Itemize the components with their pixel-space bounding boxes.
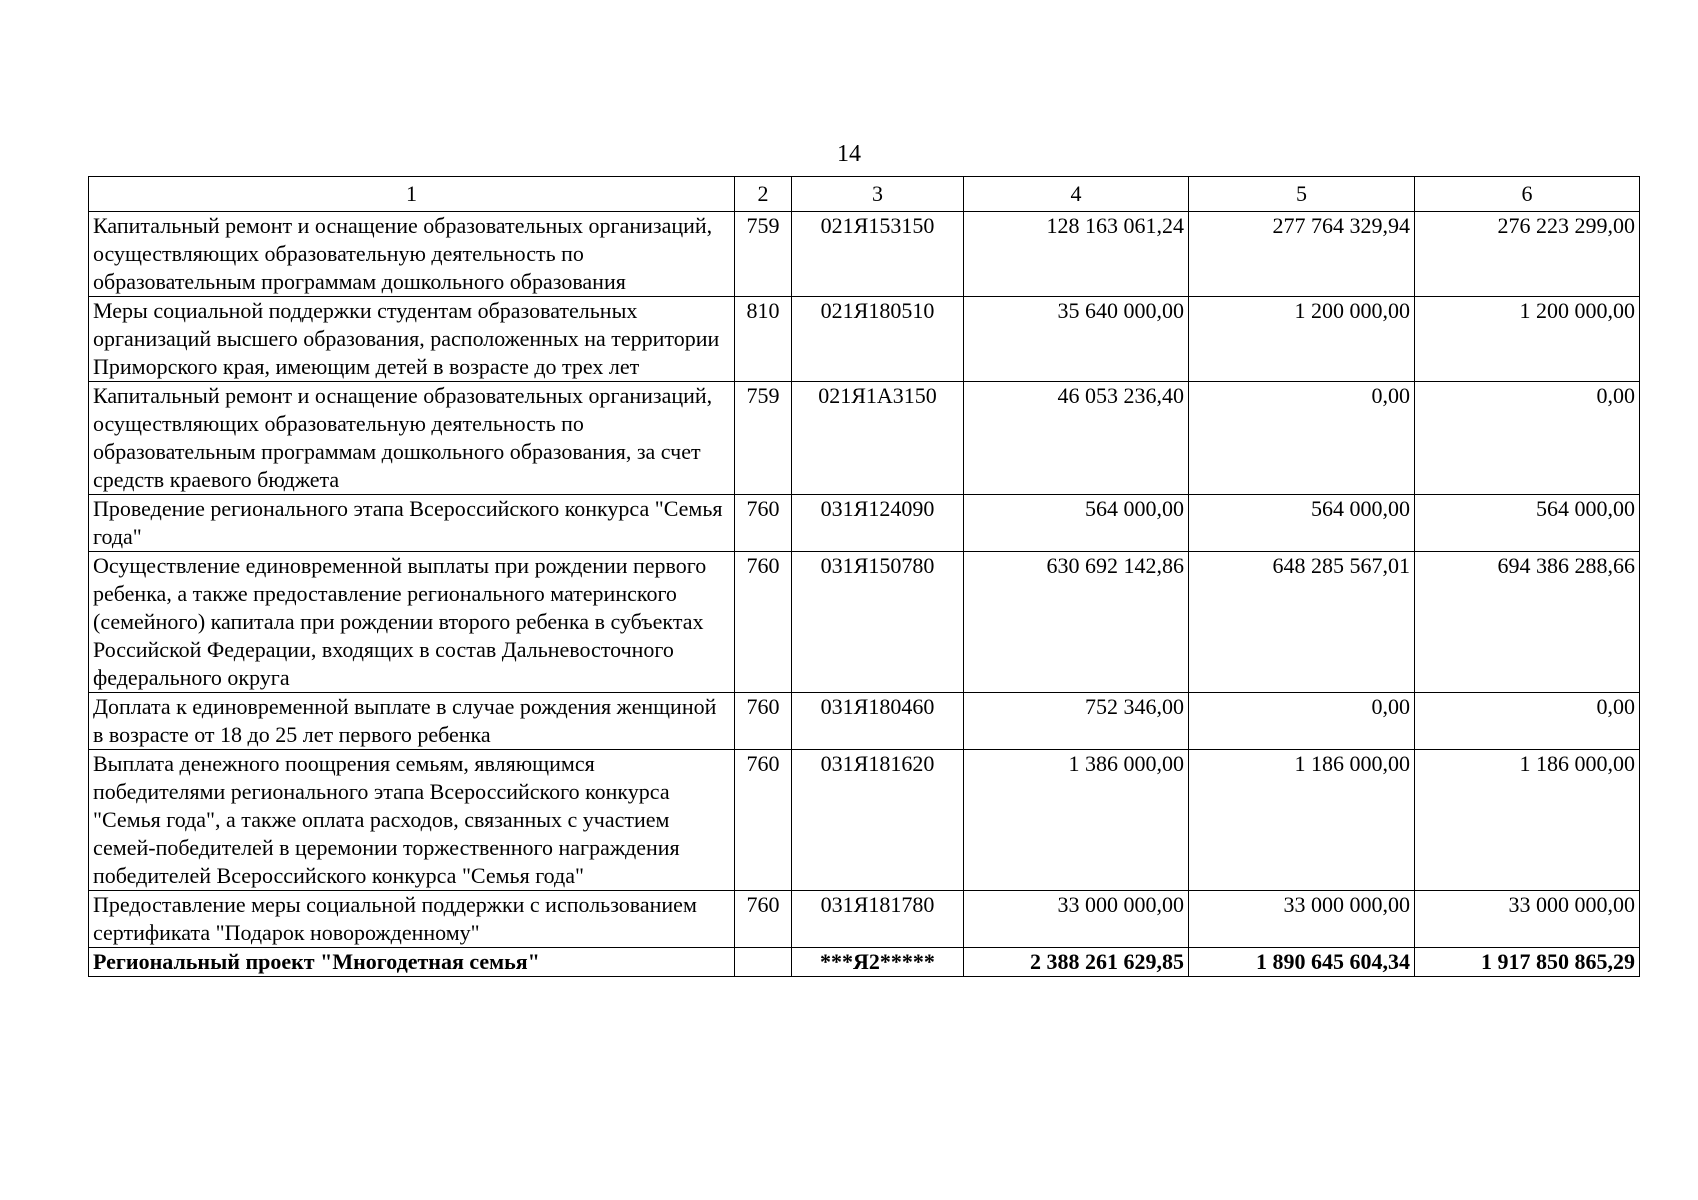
row-code: 810: [735, 297, 792, 382]
row-code: 760: [735, 495, 792, 552]
row-description: Меры социальной поддержки студентам образовательных организаций высшего образования, расположенных на территории Приморского края, имеющим детей в возрасте до трех лет: [89, 297, 735, 382]
row-value-col6: 564 000,00: [1415, 495, 1640, 552]
row-value-col4: 128 163 061,24: [964, 212, 1189, 297]
page-number: 14: [837, 141, 861, 167]
table-row: [89, 552, 1640, 693]
table-row: [89, 297, 1640, 382]
table-row: [89, 495, 1640, 552]
row-value-col6: 1 917 850 865,29: [1415, 948, 1640, 977]
header-cell: 2: [735, 177, 792, 212]
row-description: Осуществление единовременной выплаты при рождении первого ребенка, а также предоставление регионального материнского (семейного) капитала при рождении второго ребенка в субъектах Российской Федерации, входящих в состав Дальневосточного федерального округа: [89, 552, 735, 693]
row-description: Капитальный ремонт и оснащение образовательных организаций, осуществляющих образовательную деятельность по образовательным программам дошкольного образования: [89, 212, 735, 297]
row-target-code: 031Я181780: [792, 891, 964, 948]
row-value-col6: 1 200 000,00: [1415, 297, 1640, 382]
row-code: 759: [735, 382, 792, 495]
row-value-col6: 694 386 288,66: [1415, 552, 1640, 693]
budget-table: [88, 176, 1640, 977]
header-cell: 3: [792, 177, 964, 212]
row-code: 759: [735, 212, 792, 297]
row-value-col4: 564 000,00: [964, 495, 1189, 552]
row-target-code: 031Я180460: [792, 693, 964, 750]
table-body: [89, 177, 1640, 977]
row-target-code: 021Я1А3150: [792, 382, 964, 495]
table-row: [89, 212, 1640, 297]
row-value-col6: 0,00: [1415, 382, 1640, 495]
row-value-col5: 33 000 000,00: [1189, 891, 1415, 948]
table-row: [89, 750, 1640, 891]
table-total-row: [89, 948, 1640, 977]
row-value-col5: 1 200 000,00: [1189, 297, 1415, 382]
header-cell: 1: [89, 177, 735, 212]
row-target-code: 031Я124090: [792, 495, 964, 552]
row-target-code: ***Я2*****: [792, 948, 964, 977]
row-description: Выплата денежного поощрения семьям, являющимся победителями регионального этапа Всероссийского конкурса "Семья года", а также оплата расходов, связанных с участием семей-победителей в церемонии торжественного награждения победителей Всероссийского конкурса "Семья года": [89, 750, 735, 891]
header-cell: 5: [1189, 177, 1415, 212]
row-value-col5: 277 764 329,94: [1189, 212, 1415, 297]
row-value-col5: 0,00: [1189, 382, 1415, 495]
row-value-col4: 1 386 000,00: [964, 750, 1189, 891]
table-row: [89, 693, 1640, 750]
header-cell: 4: [964, 177, 1189, 212]
row-value-col4: 2 388 261 629,85: [964, 948, 1189, 977]
row-value-col4: 630 692 142,86: [964, 552, 1189, 693]
header-cell: 6: [1415, 177, 1640, 212]
row-value-col6: 33 000 000,00: [1415, 891, 1640, 948]
row-target-code: 021Я180510: [792, 297, 964, 382]
row-target-code: 021Я153150: [792, 212, 964, 297]
row-description: Капитальный ремонт и оснащение образовательных организаций, осуществляющих образовательную деятельность по образовательным программам дошкольного образования, за счет средств краевого бюджета: [89, 382, 735, 495]
row-value-col4: 33 000 000,00: [964, 891, 1189, 948]
row-value-col5: 1 186 000,00: [1189, 750, 1415, 891]
row-description: Региональный проект "Многодетная семья": [89, 948, 735, 977]
row-value-col6: 0,00: [1415, 693, 1640, 750]
row-value-col4: 752 346,00: [964, 693, 1189, 750]
row-code: 760: [735, 552, 792, 693]
row-code: [735, 948, 792, 977]
row-value-col5: 648 285 567,01: [1189, 552, 1415, 693]
row-target-code: 031Я181620: [792, 750, 964, 891]
row-code: 760: [735, 750, 792, 891]
row-target-code: 031Я150780: [792, 552, 964, 693]
row-value-col4: 46 053 236,40: [964, 382, 1189, 495]
row-description: Предоставление меры социальной поддержки с использованием сертификата "Подарок новорожденному": [89, 891, 735, 948]
table-row: [89, 382, 1640, 495]
row-value-col6: 276 223 299,00: [1415, 212, 1640, 297]
table-row: [89, 891, 1640, 948]
row-code: 760: [735, 891, 792, 948]
row-description: Проведение регионального этапа Всероссийского конкурса "Семья года": [89, 495, 735, 552]
row-value-col6: 1 186 000,00: [1415, 750, 1640, 891]
table-header-row: [89, 177, 1640, 212]
row-value-col5: 0,00: [1189, 693, 1415, 750]
row-code: 760: [735, 693, 792, 750]
row-value-col4: 35 640 000,00: [964, 297, 1189, 382]
row-value-col5: 1 890 645 604,34: [1189, 948, 1415, 977]
row-value-col5: 564 000,00: [1189, 495, 1415, 552]
row-description: Доплата к единовременной выплате в случае рождения женщиной в возрасте от 18 до 25 лет первого ребенка: [89, 693, 735, 750]
